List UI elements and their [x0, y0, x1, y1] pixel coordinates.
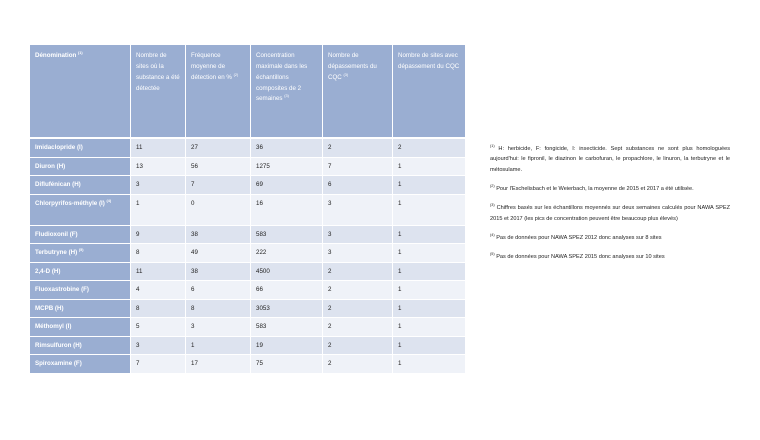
- cell-sites-exceeding: 1: [393, 263, 466, 282]
- cell-sites: 11: [131, 263, 186, 282]
- cell-frequency: 8: [186, 300, 251, 319]
- substance-name: Diuron (H): [30, 158, 131, 177]
- header-detection-frequency: Fréquence moyenne de détection en % $^{(2)}$: [186, 45, 251, 139]
- substance-name: Fludioxonil (F): [30, 226, 131, 245]
- substance-name: Méthomyl (I): [30, 318, 131, 337]
- cell-concentration: 583: [251, 318, 323, 337]
- cell-sites-exceeding: 1: [393, 300, 466, 319]
- cell-exceedances: 2: [323, 318, 393, 337]
- table-row: [30, 139, 466, 158]
- cell-exceedances: 2: [323, 281, 393, 300]
- cell-concentration: 3053: [251, 300, 323, 319]
- cell-concentration: 222: [251, 244, 323, 263]
- cell-frequency: 6: [186, 281, 251, 300]
- cell-sites: 3: [131, 176, 186, 195]
- substance-name: Terbutryne (H) $^{(5)}$: [30, 244, 131, 263]
- cell-exceedances: 3: [323, 195, 393, 226]
- header-sites-detected: Nombre de sites où la substance a été détectée: [131, 45, 186, 139]
- cell-exceedances: 6: [323, 176, 393, 195]
- table-row: [30, 281, 466, 300]
- cell-concentration: 66: [251, 281, 323, 300]
- cell-concentration: 583: [251, 226, 323, 245]
- table-row: [30, 176, 466, 195]
- table-row: [30, 263, 466, 282]
- substance-name: Diflufénican (H): [30, 176, 131, 195]
- footnotes: [490, 144, 730, 272]
- cell-frequency: 49: [186, 244, 251, 263]
- cell-frequency: 17: [186, 355, 251, 374]
- cell-sites: 7: [131, 355, 186, 374]
- substance-name: Spiroxamine (F): [30, 355, 131, 374]
- footnote: $^{(3)}$ Chiffres basés sur les échantillons moyennés sur deux semaines calculés pour NAWA SPEZ 2015 et 2017 (les pics de concentration peuvent être beaucoup plus élevés): [490, 203, 730, 222]
- cell-sites-exceeding: 1: [393, 158, 466, 177]
- cell-frequency: 0: [186, 195, 251, 226]
- cell-frequency: 38: [186, 226, 251, 245]
- footnote: $^{(4)}$ Pas de données pour NAWA SPEZ 2012 donc analyses sur 8 sites: [490, 233, 662, 242]
- cell-sites-exceeding: 1: [393, 176, 466, 195]
- table-row: [30, 355, 466, 374]
- cell-exceedances: 2: [323, 139, 393, 158]
- table-row: [30, 300, 466, 319]
- table-row: [30, 244, 466, 263]
- cell-concentration: 16: [251, 195, 323, 226]
- table-row: [30, 195, 466, 226]
- cell-sites-exceeding: 2: [393, 139, 466, 158]
- cell-concentration: 36: [251, 139, 323, 158]
- cell-concentration: 4500: [251, 263, 323, 282]
- cell-sites-exceeding: 1: [393, 318, 466, 337]
- table-header-row: [30, 45, 466, 139]
- header-sites-with-exceedance: Nombre de sites avec dépassement du CQC: [393, 45, 466, 139]
- table-row: [30, 226, 466, 245]
- footnote: $^{(2)}$ Pour l'Eschelisbach et le Weierbach, la moyenne de 2015 et 2017 a été utilisée.: [490, 184, 694, 193]
- cell-sites: 4: [131, 281, 186, 300]
- substance-name: Chlorpyrifos-méthyle (I) $^{(4)}$: [30, 195, 131, 226]
- cell-sites-exceeding: 1: [393, 337, 466, 356]
- cell-sites-exceeding: 1: [393, 355, 466, 374]
- cell-sites: 11: [131, 139, 186, 158]
- substance-name: MCPB (H): [30, 300, 131, 319]
- cell-frequency: 3: [186, 318, 251, 337]
- substance-name: 2,4-D (H): [30, 263, 131, 282]
- cell-concentration: 1275: [251, 158, 323, 177]
- footnote: $^{(5)}$ Pas de données pour NAWA SPEZ 2015 donc analyses sur 10 sites: [490, 252, 665, 261]
- header-denomination: Dénomination $^{(1)}$: [30, 45, 131, 139]
- cell-exceedances: 3: [323, 244, 393, 263]
- cell-frequency: 27: [186, 139, 251, 158]
- header-cqc-exceedances: Nombre de dépassements du CQC $^{(3)}$: [323, 45, 393, 139]
- cell-exceedances: 2: [323, 337, 393, 356]
- cell-frequency: 56: [186, 158, 251, 177]
- cell-exceedances: 7: [323, 158, 393, 177]
- cell-sites-exceeding: 1: [393, 281, 466, 300]
- table-row: [30, 337, 466, 356]
- cell-sites: 13: [131, 158, 186, 177]
- cell-sites: 3: [131, 337, 186, 356]
- cell-sites: 8: [131, 244, 186, 263]
- cell-concentration: 69: [251, 176, 323, 195]
- header-max-concentration: Concentration maximale dans les échantillons composites de 2 semaines $^{(3)}$: [251, 45, 323, 139]
- cell-sites-exceeding: 1: [393, 195, 466, 226]
- table-row: [30, 318, 466, 337]
- cell-concentration: 75: [251, 355, 323, 374]
- cell-concentration: 19: [251, 337, 323, 356]
- cell-sites: 5: [131, 318, 186, 337]
- cell-exceedances: 3: [323, 226, 393, 245]
- table-row: [30, 158, 466, 177]
- cell-exceedances: 2: [323, 300, 393, 319]
- pesticide-table: [30, 45, 466, 374]
- cell-sites-exceeding: 1: [393, 244, 466, 263]
- cell-exceedances: 2: [323, 355, 393, 374]
- cell-frequency: 1: [186, 337, 251, 356]
- cell-sites: 1: [131, 195, 186, 226]
- cell-sites: 8: [131, 300, 186, 319]
- substance-name: Fluoxastrobine (F): [30, 281, 131, 300]
- substance-name: Imidaclopride (I): [30, 139, 131, 158]
- cell-sites-exceeding: 1: [393, 226, 466, 245]
- footnote: $^{(1)}$ H: herbicide, F: fongicide, I: insecticide. Sept substances ne sont plus homologuées aujourd'hui: le fipronil, le diazinon le carbofuran, le propachlore, le linuron, la terbutryne et le métosulame.: [490, 144, 730, 173]
- substance-name: Rimsulfuron (H): [30, 337, 131, 356]
- cell-sites: 9: [131, 226, 186, 245]
- cell-frequency: 38: [186, 263, 251, 282]
- cell-frequency: 7: [186, 176, 251, 195]
- cell-exceedances: 2: [323, 263, 393, 282]
